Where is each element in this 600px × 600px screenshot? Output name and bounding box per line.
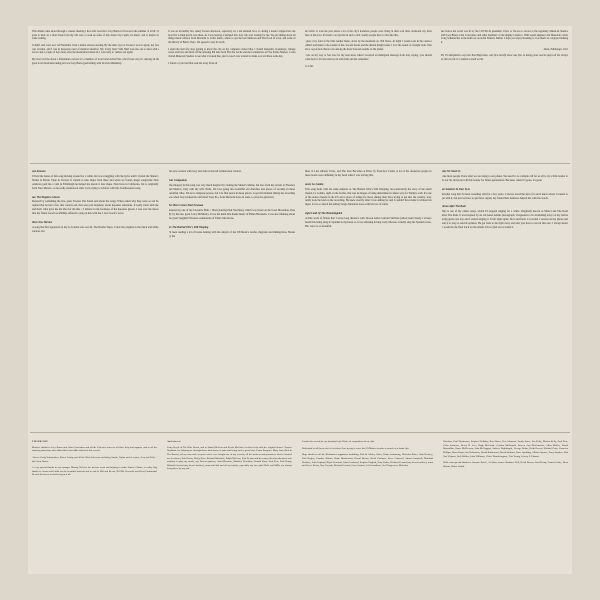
thanks-heading: THANK YOU (32, 440, 49, 443)
track-note (305, 212, 432, 229)
intro-column-4 (441, 30, 568, 156)
track-text: Another song that I'd been wrestling with for a few years. I always loved the feel of it and I knew where I wanted to get with it, but just not how to get there. Again, my friend Nels Andrews helped me with the words. (441, 192, 568, 200)
intro-paragraph: It was an incredibly hot, sunny Tucson afternoon, especially for a fair skinned Scot, so during a break I slipped into the hotel for a drink just in case there. As I was leaving, I bumped into Joey who was looking for me. We got talking about all things music related, from Mariachi to Celtic music, where to get the best Mexican and Thai food in town, and some of the history of Barrio Viejo. We agreed to stay in touch. (168, 30, 296, 45)
intro-paragraph: late before the world was lit by the COVID-19 pandemic I flew to Tucson to record at the legendary MuseLab Studios with Joey Burns, John Convertino and other members of the mighty Calexico. With sound engineer and MuseLab owner Craig Schumacher at the helm we recorded Sinner's Shrine. I hope you enjoy listening to it as much as I enjoyed making it. (440, 30, 568, 45)
track-note (169, 226, 296, 239)
intro-column-2 (168, 30, 295, 156)
intro-paragraph: the traffic. It took me past where a lot of the city's homeless people were living in their own little cardboard city back there at the river. It's hard to accept that in such a rich country people have to live like this. (304, 30, 432, 37)
intro-postscript: PS. I'm delighted to say that Tom Hagerman, who flew benefit show was fine. Is doing great, and he plays all the strings on this record. It is indeed a small world. (440, 54, 568, 62)
intro-narrative-block (32, 30, 568, 156)
track-note-continued (305, 170, 432, 178)
track-note (32, 170, 159, 191)
border-dedication: Dedicated to all those who've lost their lives trying to cross the US/Mexico border in search of a better life. (301, 446, 410, 450)
track-notes-column-4 (442, 170, 569, 425)
track-title: eleven After The Rain (441, 205, 466, 209)
track-text: The imagery in this song was very much inspired by visiting the Sinner's Shrine, but also from my travels to Florence and Mexico, Italy with my wife Nicki. We love going into beautiful old churches and places of worship in these beautiful cities. I'm not a religious person, but I do find peace in these places. A special moment during the recording was when Joey invited his old friend Tony Pro, from Mariachi Luis de Luna, to play the guitarron. (168, 183, 295, 199)
track-text: This song deals with the same subjects as The Barbed Wire's Still Weeping, but particularly the story of the small chapel, La Lomita, right on the border, that was in danger of being demolished to make way for Trump's wall. It's one of the oldest chapels in the US and a place of refuge for those risking their lives trying to get into the country. Joey really took the lead on the recording. He knew exactly what I was aiming for and I couldn't have made it without his input. It was so much fun letting Sergio Mendoza loose with his box of tricks. (305, 187, 432, 207)
track-notes-block (32, 170, 568, 425)
track-text: likes of Luis Alberto Urrea, and The Line Becomes A River by Francisco Cantú. A lot of the desperate people in these books were definitely in my head when I was writing this. (305, 170, 432, 177)
intro-signature: Dean, Edinburgh, 2021 (543, 47, 568, 51)
divider-rule-bottom (30, 432, 570, 433)
track-title: ten Summer In Your Eyes (441, 187, 470, 191)
intro-paragraph: I was on my way to San Jose for my next show when I received an immigrant message from Joey saying, 'you should come back to Tucson and record with John and me sometime'. (304, 54, 432, 62)
track-note (32, 221, 159, 234)
track-title: seven La Lomita (305, 182, 324, 186)
intro-paragraph: It didn't start well. As I left Nashville I had a dental abscess starting. By the time I got to Tucson I was in agony, my face was swollen, and I was in desperate need of medical attention. My lovely hosts Vida Mud took me out to meet with a doctor and a couple of days later, after the medication kicked in, I was ready to venture out again. (32, 44, 160, 55)
intro-column-1 (32, 30, 159, 156)
intro-paragraph: I grew very fond of my little leather home, down by the mountain on 13th Street. At night I would soak in the outdoor bathtub and listen to the sounds of the cars and trucks and the distant freight trains. I love the sound of a freight train. That and a coyote howl have to be among the most Sonoran sounds on the planet. (304, 40, 432, 51)
intro-paragraph: I found a cycle trail that took me away from all (168, 61, 218, 65)
track-text: Inspired by one of my favourite films ~ Hud (starring Paul Newman), which was based on the book Horseman, Pass By by the late, great Larry McMurtry. I love the main title theme music of Elmer Bernstein. I was also thinking about the great Spaghetti Western soundtracks of Ennio Morricone. (168, 209, 295, 221)
track-text: A song that first appeared on my lo-fi debut solo record, The Drama Tapes. I view the original as the black and white version, but (32, 225, 159, 233)
track-title: five Here Comes Paul Newman (168, 204, 204, 208)
credits-block (32, 440, 568, 568)
track-note (169, 204, 296, 221)
intro-paragraph: This album came about through a cleaner meeting I had with Cuervito's Joey Burns in Tucson in the summer of 2019. I'd gone to their on a short break from my UK tour, to soak up some of this desert city's spirit, its music, and to maybe do some writing. (32, 30, 160, 41)
track-title: nine We Need Us (441, 170, 461, 173)
extra-special-thanks: With extra special thanks to Graeme Barrie, Ari Bass, Jamie Chalmers Bell, Keith Brown, Paul Kemp, Francis Laike, Dean Martin, Elaine Smith. (443, 461, 568, 468)
track-notes-column-2 (169, 170, 296, 425)
track-note (32, 196, 159, 217)
track-text: A little work of fiction that I wrote long distance with Tucson native Gabriel Sullivan (AKA Giant Sand). I always heard this being sung in Spanish in my head, so it was amazing having Gaby Moreno actually sing the Spanish verse. Her voice is so beautiful. (305, 217, 432, 228)
track-notes-column-3 (305, 170, 432, 425)
intro-column-3 (305, 30, 432, 156)
track-text: Like most people I hate what we are doing to our planet. We need Us is a simple call for us all to try a little harder to do our bit and protect all this beauty for future generations. Because, when it's gone, it's gone. (441, 174, 568, 182)
credits-paragraph: Massive thanks to Joey Burns and John Convertino and all the Calexico team for all their help and support, and to all the amazing musicians who added their incredible talents to this record. (32, 445, 157, 453)
track-note (442, 205, 569, 229)
track-title: eight Land Of The Hummingbird (305, 212, 343, 216)
track-note (305, 183, 432, 207)
divider-rule-top (30, 163, 570, 164)
credits-column-dedication (302, 440, 433, 568)
credits-column-supporters-continued (443, 440, 568, 568)
credits-column-thanks (32, 440, 157, 568)
track-text: I'd had the bones of this song kicking around for a while, but was struggling with the lyrics until I visited the Sinner's Shrine in Barrio Viejo in Tucson. It started to take shape from there and when we found, singer songwriter Nels Andrews paid me a visit in Edinburgh he helped me knock it into shape. Nels lives in California, but is originally from New Mexico, so he really understood what I was trying to achieve with this Southwestern song. (32, 174, 159, 190)
track-text: I'd been reading a lot of books dealing with the subject of the US/Mexico border, migrants and immigration. Books by the (168, 230, 295, 238)
track-title: three New Mexico (32, 221, 53, 225)
credits-column-and-also-to (167, 440, 292, 568)
track-title: one Arizona (32, 170, 46, 173)
credits-paragraph: Also to Craig Schumacher, Karen Lustig and all the WaveLab team including Austin, Dylan and of course, Lou and Lilly ~ the Great Danes. (32, 455, 157, 463)
track-text: this new version with Joey and John is the full technicolour version. (168, 170, 242, 173)
track-note (442, 188, 569, 201)
track-note (442, 170, 569, 183)
credits-paragraph: A very special thanks to my manager Maraig Neil for her tireless work and helping to make Sinner's Shrine a reality. Big thanks to Anson and Laiba for the beautiful artwork and to and to Phil and Kevin (Tell Me Records) and Bert (Continental Record Services) for believing in it all. (32, 466, 157, 477)
track-text: This is one of my oldest songs, which I'd stopped singing for a while. Originally known as Shine Like The Road After The Rain, it was inspired by an old Ansel Adams photograph. I happened to be strumming away on my before string guitar one day and I started singing it. It felt right again. Now and fresh. I recorded a version on my phone and sent it to Joey to ask his opinion. He got back to me right away and said 'you have to record this one'. I always knew it would be the final track on the album. I'm so glad we recorded it. (441, 210, 568, 229)
credits-paragraph: Garry Boyle at The Blue Room, and to Stuart McLean and Kevin McGuire for their help with the original demos. Tarssen Stephanie for helping me through those dark hours of pain and being such a great host, Laura Bergerto, Mary Sam (Red In The Barrio), all my fans and everyone who's ever bought one of my records, all the bookers and promoters who've booked me for shows, Bob Harris, Ricky Ross, Richard Murdoch, Ralph McLean, Paul Sexton and the many other broadcasters who continue to play my music, my Patreon patrons, Alan Morrison, Matthew Dewhirst, Donald Shaw, Paul Kerr, Paul Kemp, Richard Gerrard (my desert brother), mum and dad and all my family, especially my two girls Nicki and Millie for always being there by my side. (166, 445, 292, 471)
track-text: Inspired by something the late, great Townes Van Zandt said about his songs. When asked why they were so sad he replied that he had a few that weren't sad, that were just hopeless; about hopeless situations. It really stuck with me and that's what gave me the idea for the line ~ I believe in the footsteps of the hopeless ghosts. I was over the moon that my friend Good Lee Phillips offered to sing on this with me. I love Good's voice. (32, 200, 159, 216)
track-title: six The Barbed Wire's Still Weeping (168, 226, 209, 230)
track-note-continued (169, 170, 296, 174)
track-note (169, 179, 296, 200)
intro-paragraph: My host told me about a Palestinian concert for a member of local band ArIstoVida, who'd been very ill. Among all the great local musicians taking part was Joey Burns (performing with Octavia Mudskiss). (32, 58, 160, 65)
intro-paragraph: I spent the next few days getting to know the city on my computer cruiser bike. I visited museums, bookshops, vintage stores and bars and fired off the amazing 8th tune from Five De Leche and the bookshelves at Five Points Market. I even visited MuseLab Studios to see what it looked like, just in case I ever wanted to make a record there some day. (168, 47, 296, 59)
track-title: two The Hopeless Ghosts (32, 195, 60, 199)
kickstarter-supporters-continued: Hawkins, Paul Henderson, Stephen Holliday, Ron Horne, Pete Johnston, Sandy Jones, Jim Kelly, Marian Kelly, Paul Kerr, Colin Larimore, Derek H. Lees, Hugh McConde, Gordon McDonald, Doreen Ann McConachie, Allan McKee, David Macmillan, Bruce McPherson, John McTaggart, Andrew Nightingale, George Nolan, Keith Owens, Michael Penn, Cameron Phillips, Brian Roper, Ian Robertson, David Rutherford, David Saltonia, Dave Spalding, Allister Spence, Lucy Stephen, Bob Van Vlijmen, Rolf Walker, John Williams, Claire Wanderingame, Tim Young, Jeffrey P. Zimmer. (443, 440, 568, 458)
track-title: four Companion (168, 178, 187, 182)
kickstarter-supporters: Huge thanks to all the Kickstarter supporters including: Paul & Ashley Aiken, Brian Armstrong, Nicholas Baker, John Beazley, Paul Begley, Candice Bolton, Brian Brinkerhoff, David Brown, Keith Cachoux, Steve Cantwell, Stuart Campbell, Marshall Chaifetz, John Copland, Blyth Cranford, John Crofthead, Stephen English, Tony Fisher, Richard Gerrard (my desert brother), mum and Sweet Evans, Roy Forsyth, Richard Gerrard, Gary Grassas, Jeff Grandison, Sue Hargreaves, Malcolm (301, 453, 434, 468)
and-also-to-heading: And also to (166, 440, 181, 443)
intro-paragraph: So I did. (304, 64, 314, 68)
record-dedication: I made this record for my beautiful wife Nicki, mi compañera de mi vida. (301, 440, 375, 443)
track-notes-column-1 (32, 170, 159, 425)
